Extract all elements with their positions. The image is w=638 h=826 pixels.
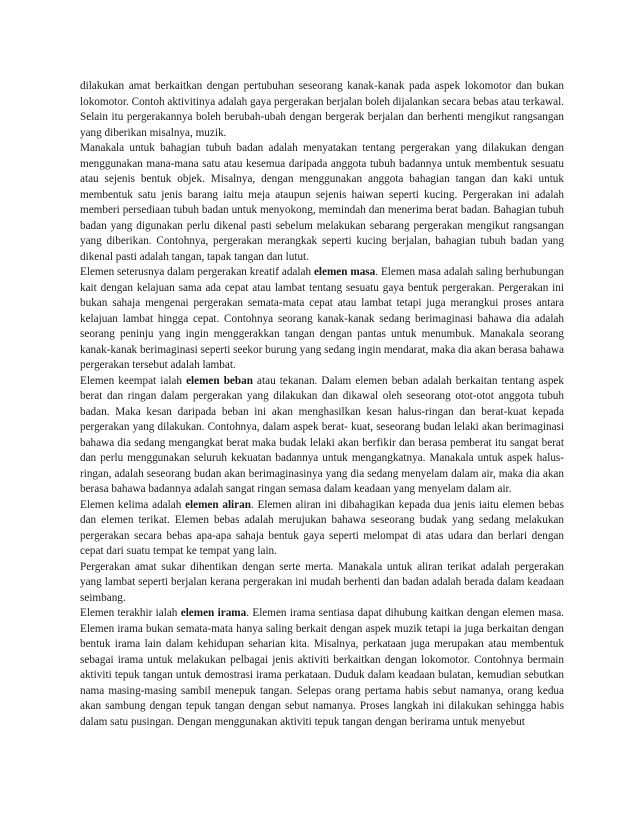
paragraph	[80, 498, 564, 560]
bold-term: elemen masa	[313, 266, 376, 278]
paragraph	[80, 265, 564, 374]
paragraph	[80, 374, 564, 498]
bold-term: elemen aliran	[185, 498, 251, 511]
text-segment: . Elemen irama sentiasa dapat dihubung kaitkan dengan elemen masa. Elemen irama bukan semata-mata hanya saling berkait dengan aspek muzik tetapi ia juga berkaitan dengan bentuk irama lain dalam kehidupan seharian kita. Misalnya, perkataan juga merupakan atau membentuk sebagai irama untuk melakukan pelbagai jenis aktiviti berkaitkan dengan lokomotor. Contohnya bermain aktiviti tepuk tangan untuk demostrasi irama perkataan. Duduk dalam keadaan bulatan, kemudian sebutkan nama masing-masing sambil menepuk tangan. Selepas orang pertama habis sebut namanya, orang kedua akan sambung dengan tepuk tangan dengan sebut namanya. Proses langkah ini dilakukan sehingga habis dalam satu pusingan. Dengan menggunakan aktiviti tepuk tangan dengan berirama untuk menyebut	[80, 607, 564, 728]
text-segment: Elemen keempat ialah	[80, 374, 187, 387]
text-segment: Elemen seterusnya dalam pergerakan kreatif adalah	[80, 266, 314, 278]
text-segment: . Elemen aliran ini dibahagikan kepada dua jenis iaitu elemen bebas dan elemen terikat. Elemen bebas adalah merujukan bahawa seseorang budak yang sedang melakukan pergerakan secara bebas apa-apa sahaja bentuk gaya seperti melompat di atas udara dan berlari dengan cepat dari suatu tempat ke tempat yang lain.	[80, 498, 564, 557]
paragraph	[80, 141, 564, 265]
bold-term: elemen beban	[186, 374, 253, 387]
text-segment: . Elemen masa adalah saling berhubungan kait dengan kelajuan sama ada cepat atau lambat tentang sesuatu gaya bentuk pergerakan. Pergerakan ini bukan sahaja mengenai pergerakan semata-mata cepat atau lambat tetapi juga merangkui proses antara kelajuan lambat hingga cepat. Contohnya seorang kanak-kanak sedang berimaginasi bahawa dia adalah seorang peninju yang ingin menggerakkan tangan dengan pantas untuk menumbuk. Manakala seorang kanak-kanak berimaginasi seperti seekor burung yang sedang ingin mendarat, maka dia akan berasa bahawa pergerakan tersebut adalah lambat.	[80, 266, 565, 371]
text-segment: Elemen kelima adalah	[80, 498, 186, 511]
text-segment: dilakukan amat berkaitkan dengan pertubuhan seseorang kanak-kanak pada aspek lokomotor dan bukan lokomotor. Contoh aktivitinya adalah gaya pergerakan berjalan boleh dijalankan secara bebas atau terkawal. Selain itu pergerakannya boleh berubah-ubah dengan bergerak berjalan dan berhenti mengikut rangsangan yang diberikan misalnya, muzik.	[80, 80, 564, 139]
text-segment: Manakala untuk bahagian tubuh badan adalah menyatakan tentang pergerakan yang dilakukan dengan menggunakan mana-mana satu atau kesemua daripada anggota tubuh badannya untuk membentuk sesuatu atau sejenis bentuk objek. Misalnya, dengan menggunakan anggota bahagian tangan dan kaki untuk membentuk satu jenis barang iaitu meja ataupun sejenis haiwan seperti kucing. Pergerakan ini adalah memberi persediaan tubuh badan untuk menyokong, memindah dan menerima berat badan. Bahagian tubuh badan yang digunakan perlu dikenal pasti sebelum melakukan sebarang pergerakan mengikut rangsangan yang diberikan. Contohnya, pergerakan merangkak seperti kucing berjalan, bahagian tubuh badan yang dikenal pasti adalah tangan, tapak tangan dan lutut.	[80, 142, 564, 263]
bold-term: elemen irama	[180, 607, 247, 619]
paragraph	[80, 606, 564, 730]
document-body	[80, 79, 564, 730]
text-segment: atau tekanan. Dalam elemen beban adalah berkaitan tentang aspek berat dan ringan dalam pergerakan yang dilakukan dan dikawal oleh seseorang otot-otot anggota tubuh badan. Maka kesan daripada beban ini akan menghasilkan kesan halus-ringan dan berat-kuat kepada pergerakan yang dilakukan. Contohnya, dalam aspek berat- kuat, seseorang budan lelaki akan berimaginasi bahawa dia sedang mengangkat berat maka budak lelaki akan berfikir dan berasa pemberat itu sangat berat dan perlu menggunakan seluruh kekuatan badannya untuk mengangkatnya. Manakala untuk aspek halus-ringan, adalah seseorang budan akan berimaginasinya yang dia sedang menyelam dalam air, maka dia akan berasa bahawa badannya adalah sangat ringan semasa dalam keadaan yang menyelam dalam air.	[80, 374, 564, 495]
paragraph	[80, 79, 564, 141]
text-segment: Pergerakan amat sukar dihentikan dengan serte merta. Manakala untuk aliran terikat adalah pergerakan yang lambat seperti berjalan kerana pergerakan ini mudah berhenti dan badan adalah berada dalam keadaan seimbang.	[80, 560, 564, 604]
paragraph	[80, 560, 564, 607]
text-segment: Elemen terakhir ialah	[80, 607, 181, 619]
